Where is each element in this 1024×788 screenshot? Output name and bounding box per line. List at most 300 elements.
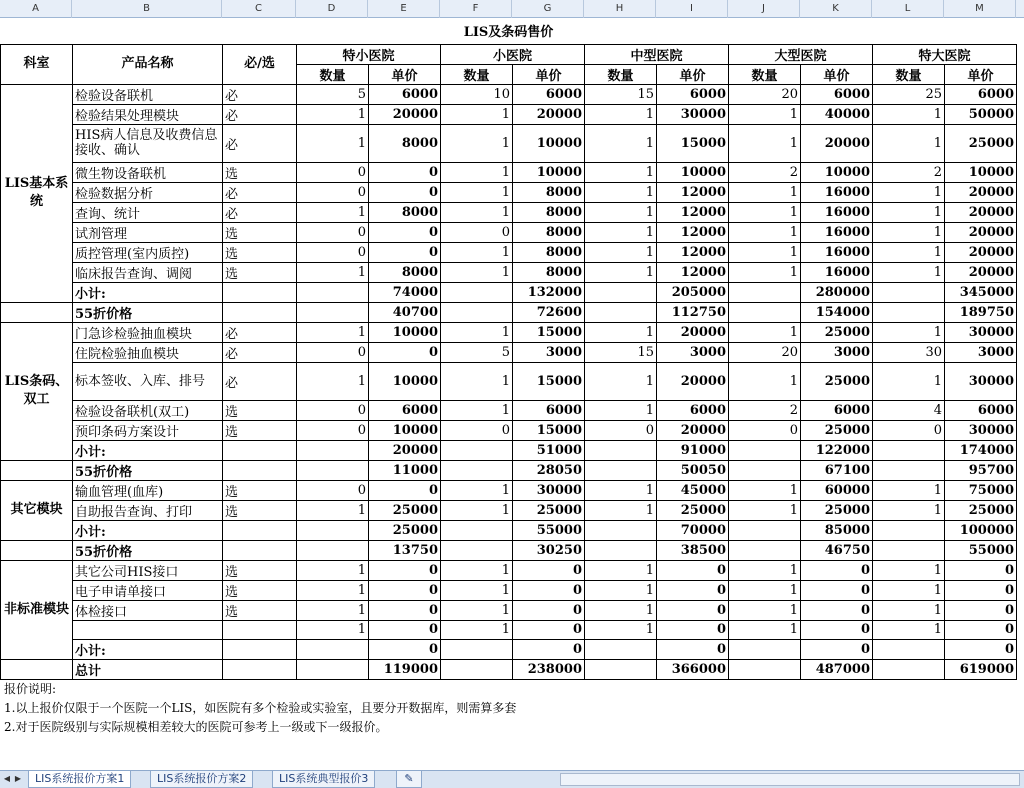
price-cell[interactable]: 30000 [945,420,1017,440]
price-cell[interactable]: 0 [369,480,441,500]
qty-cell[interactable]: 15 [585,342,657,362]
price-cell[interactable]: 30000 [945,322,1017,342]
qty-cell[interactable]: 30 [873,342,945,362]
header-price[interactable]: 单价 [801,64,873,84]
price-cell[interactable]: 6000 [369,84,441,104]
price-cell[interactable]: 0 [369,182,441,202]
qty-cell[interactable]: 1 [585,182,657,202]
qty-cell[interactable]: 1 [585,580,657,600]
qty-cell[interactable]: 1 [297,600,369,620]
subtotal-label[interactable]: 小计: [73,520,223,540]
column-header-cell[interactable]: H [584,0,656,18]
qty-cell[interactable]: 1 [441,600,513,620]
cell[interactable] [585,520,657,540]
header-price[interactable]: 单价 [513,64,585,84]
qty-cell[interactable]: 1 [441,362,513,400]
price-cell[interactable]: 3000 [657,342,729,362]
last-sheet-icon[interactable]: ▶ [14,774,22,783]
cell[interactable] [223,440,297,460]
price-cell[interactable]: 6000 [513,400,585,420]
section-label[interactable]: LIS条码、双工 [1,322,73,460]
subtotal-label[interactable]: 小计: [73,440,223,460]
header-qty[interactable]: 数量 [873,64,945,84]
discount-value[interactable]: 112750 [657,302,729,322]
price-cell[interactable]: 6000 [801,400,873,420]
price-cell[interactable]: 0 [801,580,873,600]
sheet-tab[interactable]: LIS系统典型报价3 [272,771,375,788]
choice-cell[interactable]: 必 [223,202,297,222]
price-cell[interactable]: 0 [369,600,441,620]
qty-cell[interactable]: 5 [441,342,513,362]
subtotal-value[interactable]: 51000 [513,440,585,460]
cell[interactable] [223,302,297,322]
subtotal-label[interactable]: 小计: [73,282,223,302]
cell[interactable] [1,540,73,560]
price-cell[interactable]: 10000 [369,322,441,342]
column-header-cell[interactable]: G [512,0,584,18]
qty-cell[interactable]: 1 [441,480,513,500]
header-price[interactable]: 单价 [369,64,441,84]
cell[interactable] [441,440,513,460]
qty-cell[interactable]: 1 [873,480,945,500]
sheet-tab[interactable]: LIS系统报价方案2 [150,771,253,788]
subtotal-value[interactable]: 70000 [657,520,729,540]
price-cell[interactable]: 16000 [801,262,873,282]
choice-cell[interactable]: 选 [223,222,297,242]
subtotal-value[interactable]: 205000 [657,282,729,302]
column-header-cell[interactable]: C [222,0,296,18]
qty-cell[interactable]: 2 [873,162,945,182]
subtotal-value[interactable]: 0 [513,639,585,659]
price-cell[interactable]: 20000 [657,322,729,342]
price-cell[interactable]: 0 [369,342,441,362]
price-cell[interactable]: 10000 [513,162,585,182]
choice-cell[interactable]: 必 [223,84,297,104]
qty-cell[interactable]: 0 [297,182,369,202]
qty-cell[interactable]: 1 [873,500,945,520]
qty-cell[interactable]: 1 [297,262,369,282]
cell[interactable] [873,540,945,560]
qty-cell[interactable]: 0 [441,222,513,242]
qty-cell[interactable]: 1 [585,262,657,282]
cell[interactable] [729,540,801,560]
price-cell[interactable]: 0 [369,162,441,182]
price-cell[interactable]: 10000 [513,124,585,162]
column-header-cell[interactable]: J [728,0,800,18]
qty-cell[interactable]: 0 [297,242,369,262]
cell[interactable] [297,282,369,302]
qty-cell[interactable]: 1 [441,500,513,520]
qty-cell[interactable]: 1 [729,600,801,620]
qty-cell[interactable]: 1 [873,104,945,124]
qty-cell[interactable]: 1 [729,620,801,639]
qty-cell[interactable]: 1 [441,124,513,162]
cell[interactable] [873,639,945,659]
price-cell[interactable]: 15000 [513,362,585,400]
cell[interactable] [585,460,657,480]
price-cell[interactable]: 3000 [945,342,1017,362]
qty-cell[interactable]: 1 [297,580,369,600]
cell[interactable] [873,302,945,322]
qty-cell[interactable]: 1 [729,322,801,342]
total-value[interactable]: 238000 [513,659,585,679]
qty-cell[interactable]: 10 [441,84,513,104]
subtotal-value[interactable]: 100000 [945,520,1017,540]
qty-cell[interactable]: 1 [585,500,657,520]
qty-cell[interactable]: 1 [297,202,369,222]
new-sheet-icon[interactable]: ✎ [396,771,422,788]
header-price[interactable]: 单价 [657,64,729,84]
header-dept[interactable]: 科室 [1,44,73,84]
discount-value[interactable]: 28050 [513,460,585,480]
discount-label[interactable]: 55折价格 [73,460,223,480]
cell[interactable] [729,282,801,302]
subtotal-value[interactable]: 122000 [801,440,873,460]
price-cell[interactable]: 20000 [945,182,1017,202]
product-name[interactable]: 体检接口 [73,600,223,620]
price-cell[interactable]: 0 [513,600,585,620]
price-cell[interactable]: 0 [945,600,1017,620]
qty-cell[interactable]: 1 [729,580,801,600]
column-header-cell[interactable]: L [872,0,944,18]
product-name[interactable]: 临床报告查询、调阅 [73,262,223,282]
discount-value[interactable]: 67100 [801,460,873,480]
product-name[interactable]: 检验设备联机(双工) [73,400,223,420]
qty-cell[interactable]: 1 [873,362,945,400]
qty-cell[interactable]: 1 [585,104,657,124]
price-cell[interactable]: 0 [657,620,729,639]
sheet-tab[interactable]: LIS系统报价方案1 [28,771,131,788]
cell[interactable] [441,659,513,679]
choice-cell[interactable] [223,620,297,639]
qty-cell[interactable]: 1 [585,222,657,242]
price-cell[interactable]: 0 [945,580,1017,600]
subtotal-value[interactable]: 0 [801,639,873,659]
discount-value[interactable]: 30250 [513,540,585,560]
cell[interactable] [585,659,657,679]
price-cell[interactable]: 30000 [657,104,729,124]
price-cell[interactable]: 20000 [369,104,441,124]
column-header-cell[interactable]: K [800,0,872,18]
choice-cell[interactable]: 必 [223,124,297,162]
discount-value[interactable]: 189750 [945,302,1017,322]
price-cell[interactable]: 8000 [513,202,585,222]
header-choice[interactable]: 必/选 [223,44,297,84]
cell[interactable] [223,639,297,659]
qty-cell[interactable]: 1 [297,560,369,580]
product-name[interactable]: 电子申请单接口 [73,580,223,600]
subtotal-value[interactable]: 345000 [945,282,1017,302]
qty-cell[interactable]: 1 [297,322,369,342]
qty-cell[interactable]: 1 [441,322,513,342]
qty-cell[interactable]: 1 [441,580,513,600]
cell[interactable] [297,302,369,322]
price-cell[interactable]: 0 [801,600,873,620]
price-cell[interactable]: 16000 [801,182,873,202]
qty-cell[interactable]: 1 [873,322,945,342]
qty-cell[interactable]: 1 [297,124,369,162]
cell[interactable] [873,460,945,480]
total-value[interactable]: 619000 [945,659,1017,679]
header-qty[interactable]: 数量 [297,64,369,84]
subtotal-value[interactable]: 280000 [801,282,873,302]
price-cell[interactable]: 25000 [513,500,585,520]
price-cell[interactable]: 12000 [657,182,729,202]
price-cell[interactable]: 0 [513,620,585,639]
qty-cell[interactable]: 5 [297,84,369,104]
choice-cell[interactable]: 必 [223,362,297,400]
price-cell[interactable]: 60000 [801,480,873,500]
subtotal-label[interactable]: 小计: [73,639,223,659]
discount-value[interactable]: 154000 [801,302,873,322]
cell[interactable] [729,302,801,322]
price-cell[interactable]: 6000 [801,84,873,104]
total-value[interactable]: 366000 [657,659,729,679]
subtotal-value[interactable]: 0 [945,639,1017,659]
qty-cell[interactable]: 1 [873,600,945,620]
qty-cell[interactable]: 1 [729,124,801,162]
qty-cell[interactable]: 1 [585,480,657,500]
qty-cell[interactable]: 1 [441,262,513,282]
qty-cell[interactable]: 1 [729,500,801,520]
qty-cell[interactable]: 1 [873,242,945,262]
choice-cell[interactable]: 选 [223,242,297,262]
qty-cell[interactable]: 0 [873,420,945,440]
product-name[interactable]: 试剂管理 [73,222,223,242]
price-cell[interactable]: 20000 [945,202,1017,222]
cell[interactable] [729,520,801,540]
cell[interactable] [729,440,801,460]
cell[interactable] [585,282,657,302]
discount-value[interactable]: 95700 [945,460,1017,480]
qty-cell[interactable]: 1 [585,242,657,262]
qty-cell[interactable]: 15 [585,84,657,104]
price-cell[interactable]: 25000 [801,322,873,342]
cell[interactable] [441,282,513,302]
choice-cell[interactable]: 选 [223,162,297,182]
product-name[interactable]: 门急诊检验抽血模块 [73,322,223,342]
subtotal-value[interactable]: 0 [369,639,441,659]
price-cell[interactable]: 15000 [513,420,585,440]
choice-cell[interactable]: 选 [223,560,297,580]
price-cell[interactable]: 3000 [801,342,873,362]
qty-cell[interactable]: 1 [585,202,657,222]
total-label[interactable]: 总计 [73,659,223,679]
subtotal-value[interactable]: 55000 [513,520,585,540]
product-name[interactable]: 质控管理(室内质控) [73,242,223,262]
horizontal-scrollbar[interactable] [560,773,1020,786]
price-cell[interactable]: 25000 [945,500,1017,520]
cell[interactable] [297,440,369,460]
cell[interactable] [297,540,369,560]
choice-cell[interactable]: 选 [223,420,297,440]
cell[interactable] [441,540,513,560]
subtotal-value[interactable]: 132000 [513,282,585,302]
header-price[interactable]: 单价 [945,64,1017,84]
price-cell[interactable]: 8000 [513,222,585,242]
subtotal-value[interactable]: 85000 [801,520,873,540]
subtotal-value[interactable]: 20000 [369,440,441,460]
cell[interactable] [441,460,513,480]
price-cell[interactable]: 45000 [657,480,729,500]
choice-cell[interactable]: 必 [223,322,297,342]
qty-cell[interactable]: 1 [873,222,945,242]
price-cell[interactable]: 0 [369,620,441,639]
column-header-cell[interactable]: D [296,0,368,18]
price-cell[interactable]: 20000 [801,124,873,162]
qty-cell[interactable]: 0 [585,420,657,440]
subtotal-value[interactable]: 0 [657,639,729,659]
price-cell[interactable]: 16000 [801,202,873,222]
price-cell[interactable]: 25000 [801,500,873,520]
qty-cell[interactable]: 1 [441,182,513,202]
cell[interactable] [441,520,513,540]
qty-cell[interactable]: 25 [873,84,945,104]
qty-cell[interactable]: 0 [297,480,369,500]
qty-cell[interactable]: 1 [873,560,945,580]
qty-cell[interactable]: 1 [441,104,513,124]
discount-value[interactable]: 38500 [657,540,729,560]
qty-cell[interactable]: 1 [873,620,945,639]
product-name[interactable]: 其它公司HIS接口 [73,560,223,580]
qty-cell[interactable]: 1 [729,242,801,262]
qty-cell[interactable]: 1 [297,620,369,639]
price-cell[interactable]: 6000 [513,84,585,104]
price-cell[interactable]: 50000 [945,104,1017,124]
qty-cell[interactable]: 0 [297,400,369,420]
cell[interactable] [729,659,801,679]
cell[interactable] [729,460,801,480]
qty-cell[interactable]: 1 [873,202,945,222]
subtotal-value[interactable]: 25000 [369,520,441,540]
qty-cell[interactable]: 1 [585,362,657,400]
qty-cell[interactable]: 2 [729,162,801,182]
cell[interactable] [873,659,945,679]
product-name[interactable]: 输血管理(血库) [73,480,223,500]
qty-cell[interactable]: 1 [873,580,945,600]
choice-cell[interactable]: 必 [223,342,297,362]
qty-cell[interactable]: 0 [297,222,369,242]
qty-cell[interactable]: 1 [585,162,657,182]
price-cell[interactable]: 12000 [657,202,729,222]
product-name[interactable]: 住院检验抽血模块 [73,342,223,362]
price-cell[interactable]: 40000 [801,104,873,124]
price-cell[interactable]: 20000 [945,262,1017,282]
qty-cell[interactable]: 0 [441,420,513,440]
header-qty[interactable]: 数量 [441,64,513,84]
column-header-cell[interactable]: I [656,0,728,18]
price-cell[interactable]: 6000 [657,400,729,420]
choice-cell[interactable]: 选 [223,600,297,620]
column-header-cell[interactable]: A [0,0,72,18]
price-cell[interactable]: 8000 [513,262,585,282]
choice-cell[interactable]: 选 [223,400,297,420]
cell[interactable] [441,302,513,322]
product-name[interactable]: 查询、统计 [73,202,223,222]
price-cell[interactable]: 0 [801,620,873,639]
product-name[interactable]: 检验数据分析 [73,182,223,202]
choice-cell[interactable]: 必 [223,182,297,202]
price-cell[interactable]: 12000 [657,242,729,262]
qty-cell[interactable]: 1 [585,124,657,162]
price-cell[interactable]: 8000 [369,262,441,282]
subtotal-value[interactable]: 174000 [945,440,1017,460]
qty-cell[interactable]: 1 [729,560,801,580]
qty-cell[interactable]: 1 [729,362,801,400]
sheet-title[interactable]: LIS及条码售价 [463,25,554,41]
cell[interactable] [1,460,73,480]
first-sheet-icon[interactable]: ◀ [3,774,11,783]
discount-value[interactable]: 72600 [513,302,585,322]
price-cell[interactable]: 10000 [657,162,729,182]
cell[interactable] [585,302,657,322]
qty-cell[interactable]: 0 [297,342,369,362]
price-cell[interactable]: 0 [945,560,1017,580]
price-cell[interactable]: 0 [513,580,585,600]
qty-cell[interactable]: 1 [297,104,369,124]
header-hospital[interactable]: 特大医院 [873,44,1017,64]
price-cell[interactable]: 0 [657,600,729,620]
price-cell[interactable]: 75000 [945,480,1017,500]
cell[interactable] [441,639,513,659]
price-cell[interactable]: 20000 [657,362,729,400]
price-cell[interactable]: 0 [801,560,873,580]
price-cell[interactable]: 0 [945,620,1017,639]
column-header-cell[interactable]: B [72,0,222,18]
choice-cell[interactable]: 选 [223,500,297,520]
cell[interactable] [223,460,297,480]
qty-cell[interactable]: 1 [729,480,801,500]
qty-cell[interactable]: 1 [873,124,945,162]
product-name[interactable]: 预印条码方案设计 [73,420,223,440]
price-cell[interactable]: 20000 [657,420,729,440]
price-cell[interactable]: 6000 [657,84,729,104]
header-product[interactable]: 产品名称 [73,44,223,84]
qty-cell[interactable]: 1 [585,620,657,639]
qty-cell[interactable]: 1 [729,262,801,282]
price-cell[interactable]: 6000 [945,84,1017,104]
spreadsheet-grid[interactable] [0,18,1024,768]
price-cell[interactable]: 10000 [369,362,441,400]
discount-label[interactable]: 55折价格 [73,540,223,560]
qty-cell[interactable]: 1 [729,104,801,124]
qty-cell[interactable]: 1 [729,202,801,222]
price-cell[interactable]: 15000 [513,322,585,342]
price-cell[interactable]: 30000 [945,362,1017,400]
qty-cell[interactable]: 2 [729,400,801,420]
price-cell[interactable]: 8000 [513,182,585,202]
choice-cell[interactable]: 必 [223,104,297,124]
subtotal-value[interactable]: 91000 [657,440,729,460]
qty-cell[interactable]: 1 [585,560,657,580]
price-cell[interactable]: 25000 [369,500,441,520]
discount-value[interactable]: 50050 [657,460,729,480]
price-cell[interactable]: 0 [369,222,441,242]
header-qty[interactable]: 数量 [729,64,801,84]
qty-cell[interactable]: 1 [729,222,801,242]
header-hospital[interactable]: 中型医院 [585,44,729,64]
price-cell[interactable]: 8000 [513,242,585,262]
price-cell[interactable]: 20000 [945,222,1017,242]
total-value[interactable]: 487000 [801,659,873,679]
qty-cell[interactable]: 1 [873,182,945,202]
qty-cell[interactable]: 1 [585,400,657,420]
subtotal-value[interactable]: 74000 [369,282,441,302]
header-hospital[interactable]: 小医院 [441,44,585,64]
qty-cell[interactable]: 1 [297,500,369,520]
product-name[interactable]: 检验结果处理模块 [73,104,223,124]
cell[interactable] [873,520,945,540]
